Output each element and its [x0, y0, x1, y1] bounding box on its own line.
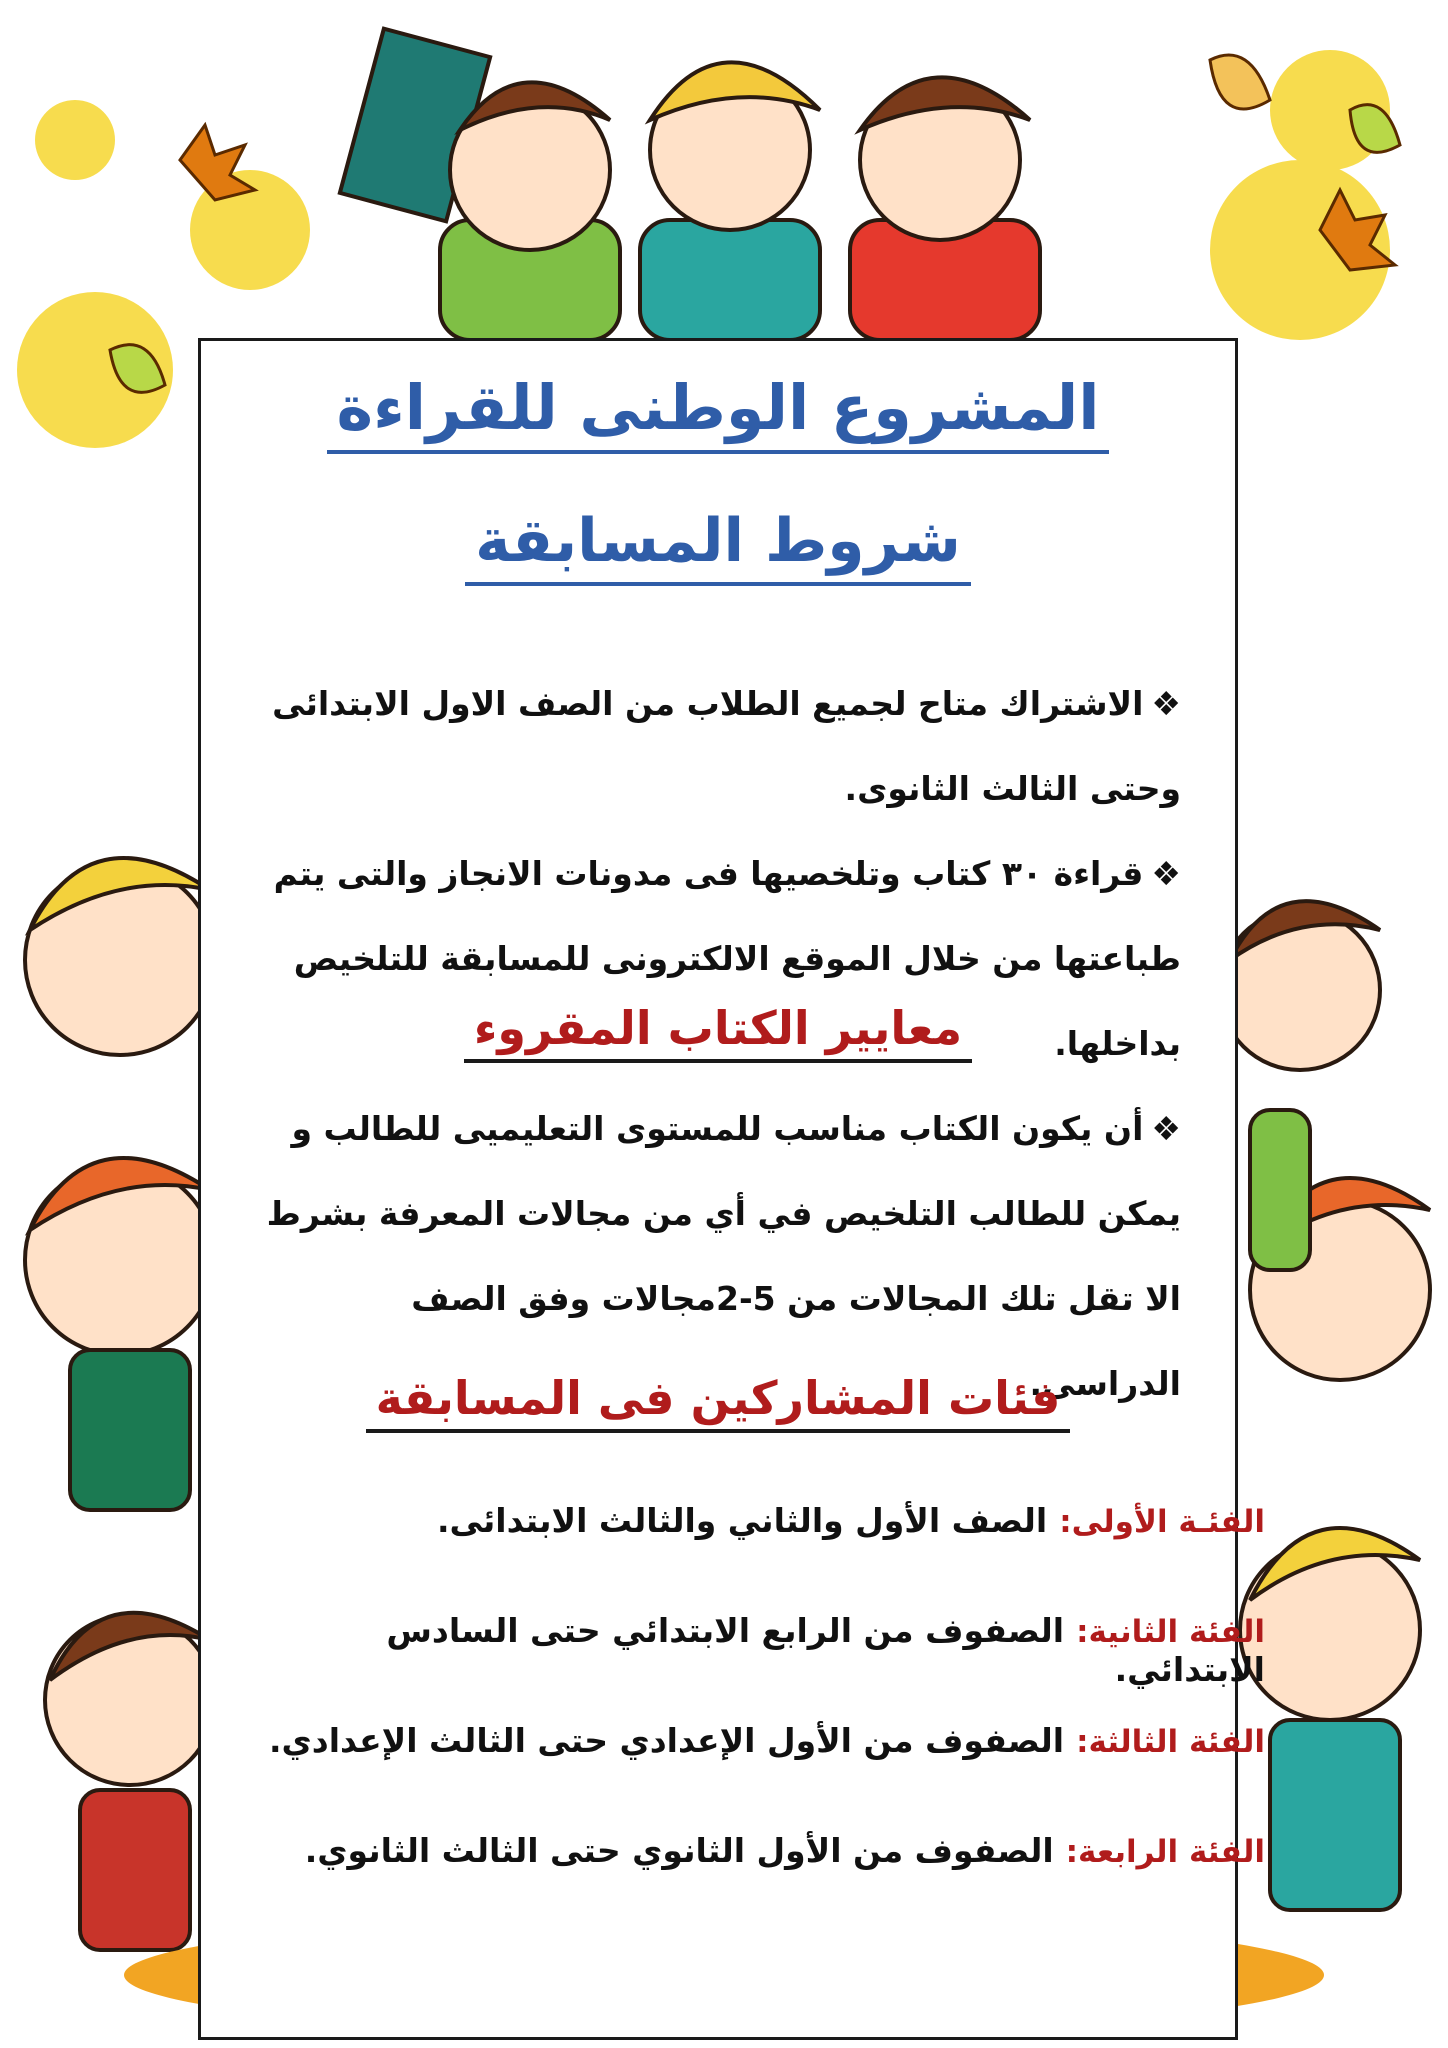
criteria-item: ❖أن يكون الكتاب مناسب للمستوى التعليميى للطالب و يمكن للطالب التلخيص في أي من مجالات المعرفة بشرط الا تقل تلك المجالات من 5-2مجالات وفق الصف الدراسى. [266, 1109, 1181, 1403]
page-title: المشروع الوطنى للقراءة [201, 371, 1235, 454]
category-text: الصفوف من الأول الثانوي حتى الثالث الثانوي. [304, 1831, 1054, 1870]
bullet-icon: ❖ [1151, 684, 1181, 723]
criteria-heading: معايير الكتاب المقروء [201, 1001, 1235, 1063]
condition-item: ❖قراءة ٣٠ كتاب وتلخصيها فى مدونات الانجاز والتى يتم طباعتها من خلال الموقع الالكترونى للمسابقة للتلخيص بداخلها. [273, 854, 1181, 1063]
category-label: الفئة الثانية: [1076, 1614, 1265, 1650]
category-item [225, 1721, 1265, 1760]
categories-heading: فئات المشاركين فى المسابقة [201, 1371, 1235, 1433]
category-text: الصف الأول والثاني والثالث الابتدائى. [436, 1501, 1048, 1540]
condition-item: ❖الاشتراك متاح لجميع الطلاب من الصف الاول الابتدائى وحتى الثالث الثانوى. [272, 684, 1181, 808]
category-item [225, 1501, 1265, 1540]
category-text: الصفوف من الرابع الابتدائي حتى السادس الابتدائي. [386, 1611, 1265, 1689]
page-subtitle: شروط المسابقة [201, 506, 1235, 586]
category-item [225, 1831, 1265, 1870]
category-label: الفئـة الأولى: [1059, 1504, 1265, 1540]
bullet-icon: ❖ [1151, 854, 1181, 893]
category-label: الفئة الرابعة: [1065, 1834, 1265, 1870]
category-label: الفئة الثالثة: [1076, 1724, 1265, 1760]
content-card [198, 338, 1265, 2040]
category-text: الصفوف من الأول الإعدادي حتى الثالث الإعدادي. [268, 1721, 1065, 1760]
category-item [225, 1611, 1265, 1689]
bullet-icon: ❖ [1151, 1109, 1181, 1148]
